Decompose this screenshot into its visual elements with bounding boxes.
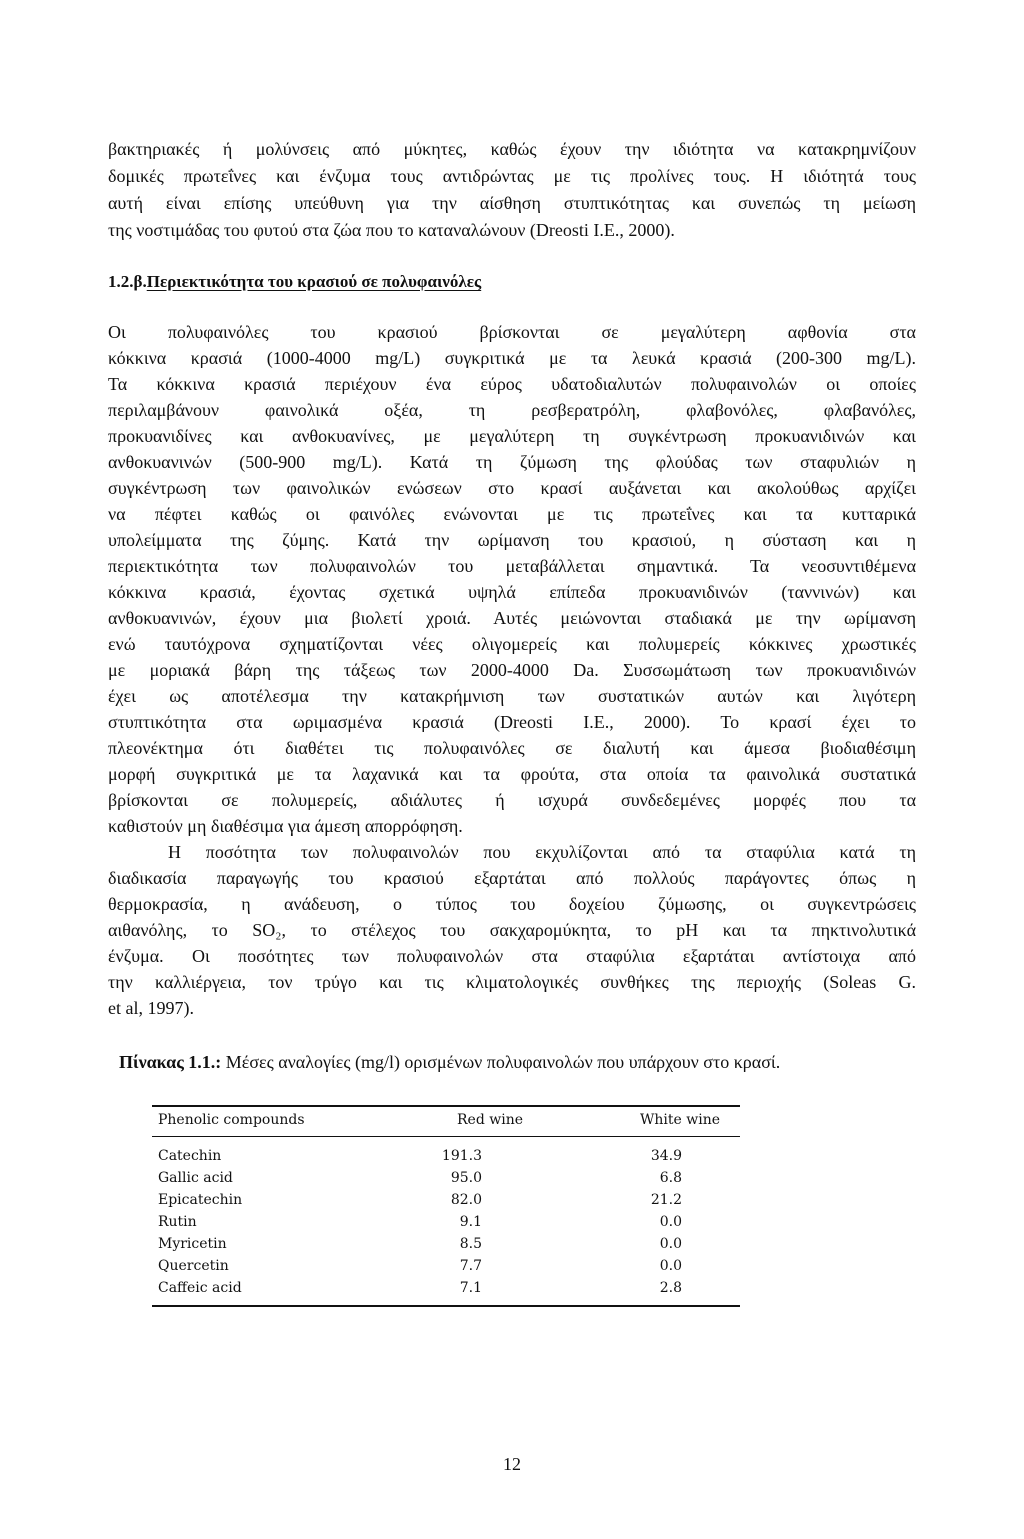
paragraph-line: ανθοκυανινών (500-900 mg/L). Κατά τη ζύμωση της φλούδας των σταφυλιών η: [108, 452, 916, 472]
table-header-cell: Red wine: [457, 1112, 524, 1128]
table-cell: 7.1: [459, 1280, 482, 1296]
paragraph-line: ενώ ταυτόχρονα σχηματίζονται νέες ολιγομερείς και πολυμερείς κόκκινες χρωστικές: [108, 634, 916, 654]
table-cell: Gallic acid: [158, 1170, 233, 1186]
section-title: Περιεκτικότητα του κρασιού σε πολυφαινόλες: [146, 272, 482, 291]
table-cell: 0.0: [659, 1258, 682, 1274]
paragraph-line: καθιστούν μη διαθέσιμα για άμεση απορρόφηση.: [108, 816, 463, 836]
paragraph-line: της νοστιμάδας του φυτού στα ζώα που το καταναλώνουν (Dreosti I.E., 2000).: [108, 220, 675, 240]
paragraph-line: περιλαμβάνουν φαινολικά οξέα, τη ρεσβερατρόλη, φλαβονόλες, φλαβανόλες,: [108, 400, 916, 420]
table-cell: 0.0: [659, 1236, 682, 1252]
table-cell: Catechin: [158, 1148, 222, 1164]
paragraph-line: έχει ως αποτέλεσμα την κατακρήμνιση των συστατικών αυτών και λιγότερη: [108, 686, 916, 706]
table-cell: Caffeic acid: [158, 1280, 242, 1296]
paragraph-line: ανθοκυανινών, έχουν μια βιολετί χροιά. Αυτές μειώνονται σταδιακά με την ωρίμανση: [108, 608, 916, 628]
paragraph-line: Οι πολυφαινόλες του κρασιού βρίσκονται σε μεγαλύτερη αφθονία στα: [108, 322, 916, 342]
table-caption-label: Πίνακας 1.1.:: [119, 1052, 222, 1072]
table-cell: 191.3: [441, 1148, 482, 1164]
table-cell: 9.1: [459, 1214, 482, 1230]
table-header-rule: [152, 1136, 740, 1137]
table-bottom-rule: [152, 1305, 740, 1307]
paragraph-line: βακτηριακές ή μολύνσεις από μύκητες, καθώς έχουν την ιδιότητα να κατακρημνίζουν: [108, 139, 916, 159]
paragraph-line: Η ποσότητα των πολυφαινολών που εκχυλίζονται από τα σταφύλια κατά τη: [168, 842, 916, 862]
table-cell: 6.8: [659, 1170, 682, 1186]
table-top-rule: [152, 1105, 740, 1107]
paragraph-line: στυπτικότητα στα ωριμασμένα κρασιά (Dreosti I.E., 2000). Το κρασί έχει το: [108, 712, 916, 732]
paragraph-line: την καλλιέργεια, τον τρύγο και τις κλιματολογικές συνθήκες της περιοχής (Soleas G.: [108, 972, 916, 992]
table-caption-text: Μέσες αναλογίες (mg/l) ορισμένων πολυφαινολών που υπάρχουν στο κρασί.: [221, 1052, 781, 1072]
paragraph-line: θερμοκρασία, η ανάδευση, ο τύπος του δοχείου ζύμωσης, οι συγκεντρώσεις: [108, 894, 916, 914]
paragraph-line: κόκκινα κρασιά (1000-4000 mg/L) συγκριτικά με τα λευκά κρασιά (200-300 mg/L).: [108, 348, 916, 368]
table-cell: 82.0: [450, 1192, 482, 1208]
paragraph-line: βρίσκονται σε πολυμερείς, αδιάλυτες ή ισχυρά συνδεδεμένες μορφές που τα: [108, 790, 916, 810]
paragraph-line: δομικές πρωτεΐνες και ένζυμα τους αντιδρώντας με τις προλίνες τους. Η ιδιότητά τους: [108, 166, 916, 186]
table-cell: Epicatechin: [158, 1192, 243, 1208]
table-cell: 95.0: [450, 1170, 482, 1186]
table-cell: 21.2: [650, 1192, 682, 1208]
paragraph-line: συγκέντρωση των φαινολικών ενώσεων στο κρασί αυξάνεται και ακολούθως αρχίζει: [108, 478, 916, 498]
section-heading: [108, 270, 916, 294]
table-cell: Myricetin: [158, 1236, 227, 1252]
paragraph-line: Τα κόκκινα κρασιά περιέχουν ένα εύρος υδατοδιαλυτών πολυφαινολών οι οποίες: [108, 374, 916, 394]
paragraph-line: μορφή συγκριτικά με τα λαχανικά και τα φρούτα, στα οποία τα φαινολικά συστατικά: [108, 764, 916, 784]
table-cell: 34.9: [650, 1148, 682, 1164]
table-cell: Quercetin: [158, 1258, 229, 1274]
paragraph-line: αιθανόλης, το SO₂, το στέλεχος του σακχαρομύκητα, το pH και τα πηκτινολυτικά: [108, 920, 916, 940]
table-header-cell: White wine: [640, 1112, 721, 1128]
paragraph-line: αυτή είναι επίσης υπεύθυνη για την αίσθηση στυπτικότητας και συνεπώς τη μείωση: [108, 193, 916, 213]
paragraph-line: περιεκτικότητα των πολυφαινολών του μεταβάλλεται σημαντικά. Τα νεοσυντιθέμενα: [108, 556, 916, 576]
table-header-cell: Phenolic compounds: [158, 1112, 305, 1128]
table-cell: 8.5: [459, 1236, 482, 1252]
paragraph-line: διαδικασία παραγωγής του κρασιού εξαρτάται από πολλούς παράγοντες όπως η: [108, 868, 916, 888]
paragraph-line: υπολείμματα της ζύμης. Κατά την ωρίμανση του κρασιού, η σύσταση και η: [108, 530, 916, 550]
table-cell: 0.0: [659, 1214, 682, 1230]
paragraph-line: et al, 1997).: [108, 998, 194, 1018]
paragraph-line: ένζυμα. Οι ποσότητες των πολυφαινολών στα σταφύλια εξαρτάται αντίστοιχα από: [108, 946, 916, 966]
section-number: 1.2.β.: [108, 272, 147, 291]
page-number: 12: [503, 1454, 521, 1474]
table-cell: Rutin: [158, 1214, 197, 1230]
paragraph-line: κόκκινα κρασιά, έχοντας σχετικά υψηλά επίπεδα προκυανιδινών (ταννινών) και: [108, 582, 916, 602]
table-cell: 7.7: [459, 1258, 482, 1274]
paragraph-line: να πέφτει καθώς οι φαινόλες ενώνονται με τις πρωτεΐνες και τα κυτταρικά: [108, 504, 916, 524]
table-caption: [119, 1050, 780, 1074]
paragraph-line: με μοριακά βάρη της τάξεως των 2000-4000 Da. Συσσωμάτωση των προκυανιδινών: [108, 660, 916, 680]
paragraph-line: πλεονέκτημα ότι διαθέτει τις πολυφαινόλες σε διαλυτή και άμεσα βιοδιαθέσιμη: [108, 738, 916, 758]
table-cell: 2.8: [659, 1280, 682, 1296]
paragraph-line: προκυανιδίνες και ανθοκυανίνες, με μεγαλύτερη τη συγκέντρωση προκυανιδινών και: [108, 426, 916, 446]
